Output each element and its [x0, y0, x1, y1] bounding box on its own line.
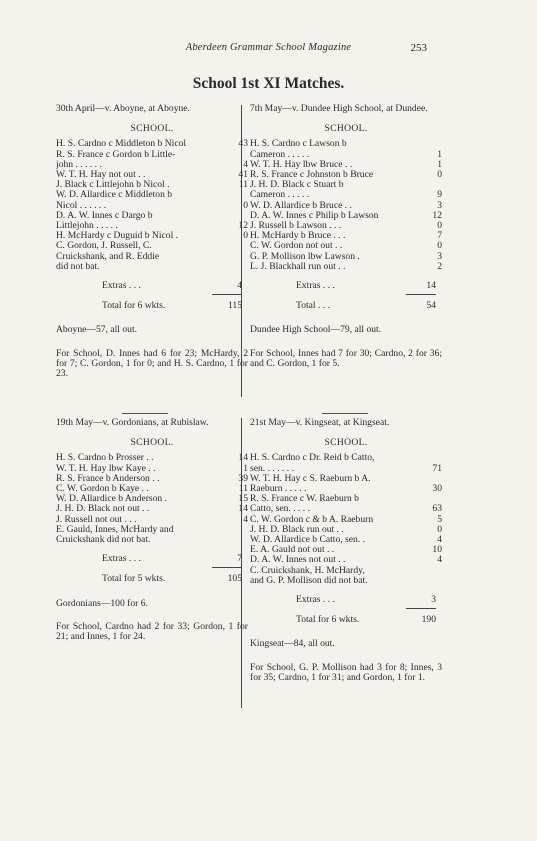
batting-row — [56, 474, 248, 484]
extras-row — [56, 281, 248, 291]
batsman-score: 71 — [432, 462, 442, 474]
batting-row — [250, 474, 442, 484]
extras-label: Extras . . . — [296, 280, 335, 292]
batting-row — [56, 252, 248, 262]
batsman-score: 0 — [437, 169, 442, 181]
match-card — [250, 418, 442, 683]
batting-row — [250, 170, 442, 180]
batsman-score: 15 — [238, 493, 248, 505]
batting-row — [250, 464, 442, 474]
extras-value: 3 — [431, 594, 436, 606]
batsman-entry: H. S. Cardno c Middleton b Nicol — [56, 139, 187, 150]
extras-value: 7 — [237, 553, 242, 565]
total-value: 115 — [227, 300, 242, 312]
total-row — [250, 301, 442, 311]
batsman-entry: C. W. Gordon not out . . — [250, 241, 343, 252]
batsman-entry: R. S. France c Johnston b Bruce — [250, 170, 374, 181]
batsman-score: 4 — [437, 554, 442, 566]
batsman-entry: C. Cruickshank, H. McHardy, — [250, 565, 365, 576]
extras-label: Extras . . . — [102, 280, 141, 292]
extras-row — [56, 554, 248, 564]
batsman-score: 0 — [437, 240, 442, 252]
batting-row — [56, 515, 248, 525]
batsman-score: 3 — [437, 250, 442, 262]
batsman-score: 12 — [238, 220, 248, 232]
batsman-entry: C. W. Gordon c & b A. Raeburn — [250, 514, 374, 525]
batsman-score: 30 — [432, 483, 442, 495]
batsman-entry: R. S. France c Gordon b Little- — [56, 149, 176, 160]
batting-row — [250, 221, 442, 231]
batting-row — [250, 201, 442, 211]
batsman-entry: G. P. Mollison lbw Lawson . — [250, 251, 360, 262]
extras-row — [250, 595, 442, 605]
batsman-entry: W. T. H. Hay not out . . — [56, 170, 146, 181]
batsman-entry: J. H. D. Black run out . . — [250, 524, 344, 535]
batsman-entry: D. A. W. Innes c Dargo b — [56, 210, 153, 221]
batsman-score: 1 — [437, 148, 442, 160]
batsman-score: 14 — [238, 452, 248, 464]
batsman-entry: and G. P. Mollison did not bat. — [250, 575, 368, 586]
batsman-entry: Cameron . . . . . — [250, 149, 310, 160]
batsman-score: 3 — [437, 199, 442, 211]
opponent-score: Kingseat—84, all out. — [250, 638, 335, 650]
batting-row — [56, 453, 248, 463]
batting-row — [56, 494, 248, 504]
batting-row — [250, 190, 442, 200]
batsman-entry: H. McHardy b Bruce . . . — [250, 231, 346, 242]
batsman-score: 2 — [437, 260, 442, 272]
batting-row — [56, 221, 248, 231]
extras-value: 4 — [237, 280, 242, 292]
batting-row — [250, 566, 442, 576]
batsman-score: 10 — [432, 544, 442, 556]
batsman-score: 4 — [243, 513, 248, 525]
batsman-entry: E. A. Gauld not out . . — [250, 545, 335, 556]
side-label: SCHOOL. — [324, 437, 368, 449]
extras-label: Extras . . . — [296, 594, 335, 606]
batting-row — [250, 241, 442, 251]
batsman-entry: H. McHardy c Duguid b Nicol . — [56, 231, 179, 242]
batting-row — [56, 139, 248, 149]
batsman-entry: W. D. Allardice b Bruce . . — [250, 200, 352, 211]
batsman-entry: Cruickshank, and R. Eddie — [56, 251, 160, 262]
batting-row — [56, 535, 248, 545]
batsman-entry: E. Gauld, Innes, McHardy and — [56, 524, 174, 535]
batsman-entry: R. S. France c W. Raeburn b — [250, 494, 359, 505]
total-rule — [406, 294, 436, 295]
batsman-entry: Catto, sen. . . . . — [250, 504, 310, 515]
batsman-entry: L. J. Blackhall run out . . — [250, 261, 346, 272]
bowling-summary: For School, D. Innes had 6 for 23; McHardy, 2 for 7; C. Gordon, 1 for 0; and H. S. Cardno, 1 for 23. — [56, 347, 248, 380]
batsman-entry: R. S. France b Anderson . . — [56, 473, 160, 484]
batting-row — [56, 201, 248, 211]
batting-row — [250, 494, 442, 504]
total-rule — [212, 567, 242, 568]
batsman-score: 7 — [437, 230, 442, 242]
batting-row — [250, 150, 442, 160]
batsman-entry: Littlejohn . . . . . — [56, 221, 118, 232]
batting-row — [56, 504, 248, 514]
total-rule — [406, 608, 436, 609]
batsman-entry: W. D. Allardice c Middleton b — [56, 190, 173, 201]
batsman-entry: W. D. Allardice b Anderson . — [56, 494, 168, 505]
batsman-entry: sen. . . . . . . — [250, 463, 294, 474]
batting-row — [250, 139, 442, 149]
batsman-score: 0 — [243, 230, 248, 242]
batsman-entry: J. H. D. Black not out . . — [56, 504, 150, 515]
match-card — [250, 104, 442, 369]
batsman-score: 39 — [238, 472, 248, 484]
batting-row — [56, 464, 248, 474]
batsman-entry: Cameron . . . . . — [250, 190, 310, 201]
batting-row — [56, 160, 248, 170]
batsman-score: 4 — [437, 534, 442, 546]
total-label: Total for 6 wkts. — [296, 614, 360, 626]
match-card — [56, 418, 248, 642]
batting-row — [250, 231, 442, 241]
batsman-score: 0 — [437, 523, 442, 535]
batsman-score: 41 — [238, 169, 248, 181]
batting-row — [250, 211, 442, 221]
separator-left — [122, 413, 168, 414]
batting-row — [56, 180, 248, 190]
batsman-entry: H. S. Cardno c Lawson b — [250, 139, 347, 150]
batsman-entry: W. T. H. Hay lbw Bruce . . — [250, 159, 353, 170]
total-value: 105 — [227, 573, 242, 585]
batsman-entry: C. Gordon, J. Russell, C. — [56, 241, 152, 252]
batsman-entry: J. Black c Littlejohn b Nicol . — [56, 180, 170, 191]
batsman-entry: john . . . . . . — [56, 159, 102, 170]
batting-row — [250, 555, 442, 565]
batting-row — [56, 211, 248, 221]
batsman-score: 11 — [238, 179, 248, 191]
total-row — [250, 615, 442, 625]
match-card — [56, 104, 248, 379]
opponent-score: Aboyne—57, all out. — [56, 324, 138, 336]
batsman-score: 1 — [437, 158, 442, 170]
batting-row — [250, 504, 442, 514]
batsman-entry: J. H. D. Black c Stuart b — [250, 180, 344, 191]
batsman-score: 0 — [437, 220, 442, 232]
batsman-score: 11 — [238, 483, 248, 495]
side-label: SCHOOL. — [130, 437, 174, 449]
batting-row — [56, 262, 248, 272]
batting-row — [250, 484, 442, 494]
batsman-score: 1 — [243, 462, 248, 474]
total-label: Total for 6 wkts. — [102, 300, 166, 312]
total-rule — [212, 294, 242, 295]
match-heading: 21st May—v. Kingseat, at Kingseat. — [250, 417, 390, 428]
batsman-score: 63 — [432, 503, 442, 515]
batting-row — [250, 160, 442, 170]
total-row — [56, 574, 248, 584]
extras-value: 14 — [426, 280, 436, 292]
side-label: SCHOOL. — [130, 123, 174, 135]
batsman-entry: W. T. H. Hay c S. Raeburn b A. — [250, 473, 371, 484]
match-heading: 30th April—v. Aboyne, at Aboyne. — [56, 103, 190, 114]
page-number: 253 — [410, 42, 427, 54]
batting-row — [56, 170, 248, 180]
match-heading: 19th May—v. Gordonians, at Rubislaw. — [56, 417, 209, 428]
batting-row — [56, 150, 248, 160]
batting-row — [56, 484, 248, 494]
batting-row — [250, 262, 442, 272]
batsman-entry: C. W. Gordon b Kaye . . — [56, 484, 149, 495]
batsman-score: 5 — [437, 513, 442, 525]
batsman-entry: D. A. W. Innes c Philip b Lawson — [250, 210, 379, 221]
batsman-score: 9 — [437, 189, 442, 201]
batting-row — [250, 515, 442, 525]
batting-row — [56, 525, 248, 535]
extras-row — [250, 281, 442, 291]
batsman-entry: D. A. W. Innes not out . . — [250, 555, 346, 566]
batting-row — [250, 535, 442, 545]
batsman-entry: J. Russell b Lawson . . . — [250, 221, 342, 232]
batting-row — [250, 525, 442, 535]
batsman-score: 12 — [432, 209, 442, 221]
batsman-score: 43 — [238, 138, 248, 150]
batsman-entry: H. S. Cardno c Dr. Reid b Catto, — [250, 453, 375, 464]
bowling-summary: For School, G. P. Mollison had 3 for 8; Innes, 3 for 35; Cardno, 1 for 31; and Gordon, 1 for 1. — [250, 661, 442, 683]
opponent-score: Dundee High School—79, all out. — [250, 324, 382, 336]
extras-label: Extras . . . — [102, 553, 141, 565]
section-title: School 1st XI Matches. — [192, 75, 345, 92]
batting-row — [250, 180, 442, 190]
total-value: 190 — [421, 614, 436, 626]
batsman-score: 14 — [238, 503, 248, 515]
batting-row — [250, 576, 442, 586]
separator-right — [322, 413, 368, 414]
side-label: SCHOOL. — [324, 123, 368, 135]
batsman-entry: J. Russell not out . . . — [56, 514, 137, 525]
batsman-entry: W. D. Allardice b Catto, sen. . — [250, 535, 366, 546]
batsman-entry: did not bat. — [56, 261, 100, 272]
total-value: 54 — [426, 300, 436, 312]
total-label: Total . . . — [296, 300, 330, 312]
running-title: Aberdeen Grammar School Magazine — [185, 42, 352, 53]
match-heading: 7th May—v. Dundee High School, at Dundee. — [250, 103, 428, 114]
batsman-score: 0 — [243, 199, 248, 211]
batsman-entry: Raeburn . . . . . — [250, 484, 307, 495]
bowling-summary: For School, Innes had 7 for 30; Cardno, 2 for 36; and C. Gordon, 1 for 5. — [250, 347, 442, 369]
opponent-score: Gordonians—100 for 6. — [56, 597, 148, 609]
batting-row — [250, 453, 442, 463]
batting-row — [56, 231, 248, 241]
bowling-summary: For School, Cardno had 2 for 33; Gordon, 1 for 21; and Innes, 1 for 24. — [56, 620, 248, 643]
batsman-entry: Cruickshank did not bat. — [56, 535, 151, 546]
batsman-entry: Nicol . . . . . . — [56, 200, 107, 211]
batting-row — [56, 190, 248, 200]
running-header — [0, 42, 537, 58]
total-label: Total for 5 wkts. — [102, 573, 166, 585]
batting-row — [250, 545, 442, 555]
batsman-entry: H. S. Cardno b Prosser . . — [56, 453, 154, 464]
batsman-score: 4 — [243, 158, 248, 170]
total-row — [56, 301, 248, 311]
batting-row — [250, 252, 442, 262]
batsman-entry: W. T. H. Hay lbw Kaye . . — [56, 463, 156, 474]
batting-row — [56, 241, 248, 251]
